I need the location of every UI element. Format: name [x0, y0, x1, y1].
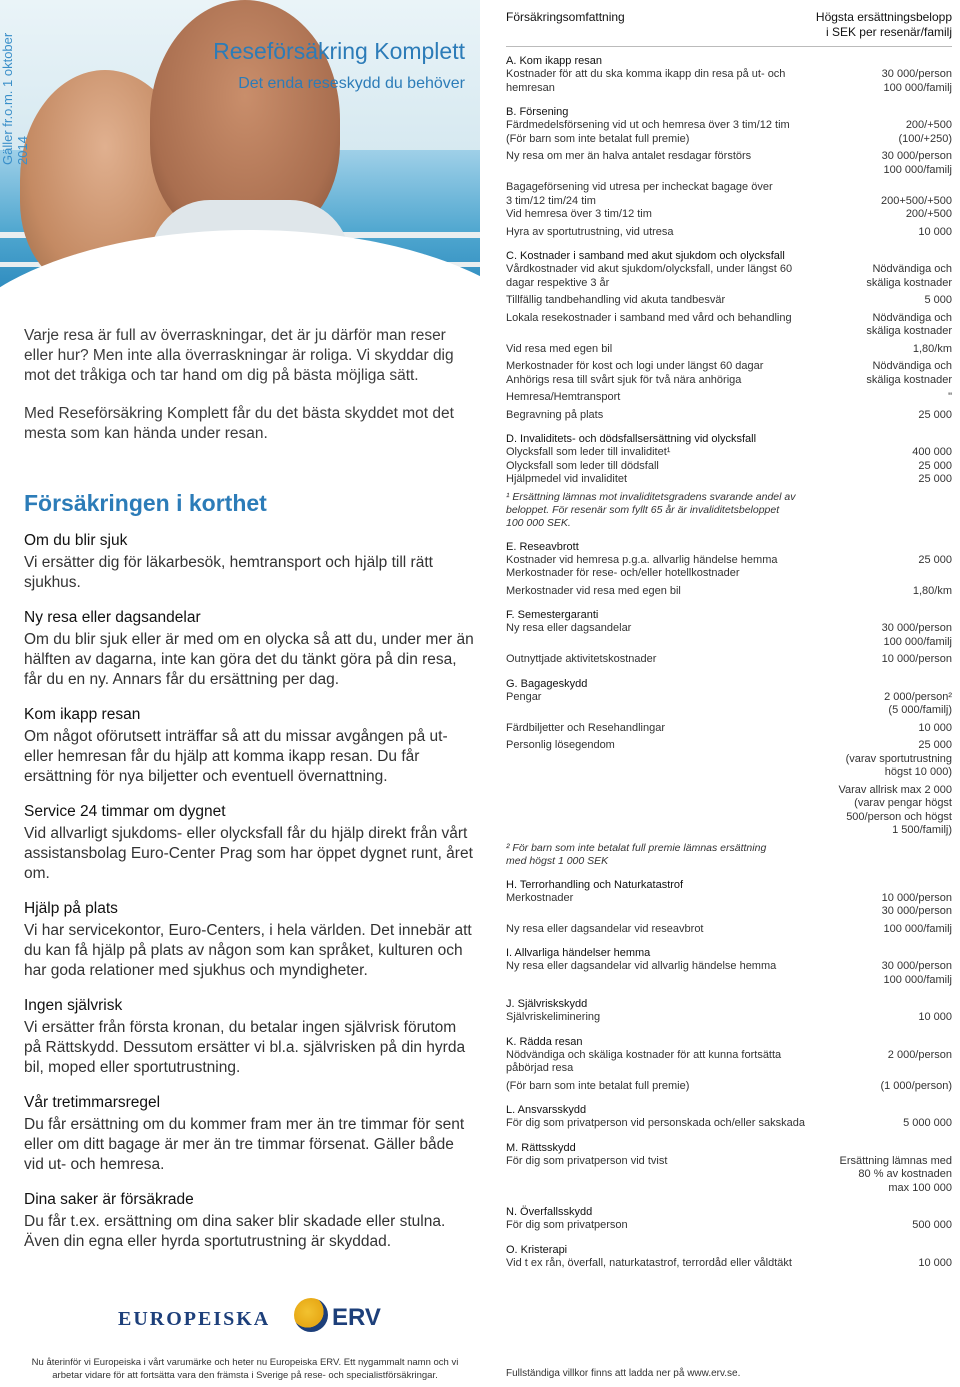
coverage-group: [506, 105, 952, 239]
coverage-amount: 2 000/person² (5 000/familj): [884, 690, 952, 716]
group-title: L. Ansvarsskydd: [506, 1104, 587, 1116]
coverage-row: [506, 923, 952, 937]
section-body: Vi har servicekontor, Euro-Centers, i hela världen. Det innebär att du kan få hjälp på plats av någon som kan språket, kulturen och har goda relationer med sjukhus och myndigheter.: [24, 922, 472, 979]
coverage-amount: 200+500/+500 200/+500: [881, 194, 952, 220]
coverage-row: [506, 119, 952, 146]
section-body: Om du blir sjuk eller är med om en olycka så att du, under mer än hälften av dagarna, inte kan göra det du tänkt göra på din resa, får du en ny. Annars får du ersättning per dag.: [24, 631, 474, 688]
section-body: Vid allvarligt sjukdoms- eller olycksfall får du hjälp direkt från vårt assistansbolag Euro-Center Prag som har öppet dygnet runt, året om.: [24, 825, 473, 882]
coverage-row: [506, 1155, 952, 1196]
group-title: E. Reseavbrott: [506, 540, 579, 553]
coverage-row: [506, 1011, 952, 1025]
coverage-row: [506, 68, 952, 95]
group-title: N. Överfallsskydd: [506, 1206, 593, 1218]
coverage-amount: (1 000/person): [880, 1079, 952, 1092]
coverage-row: [506, 150, 952, 177]
terms-link-text: Fullständiga villkor finns att ladda ner på www.erv.se.: [506, 1368, 741, 1379]
coverage-amount: 500 000: [912, 1219, 952, 1231]
coverage-row: [506, 1219, 952, 1233]
coverage-amount: 10 000: [918, 1256, 952, 1269]
coverage-amount: Varav allrisk max 2 000 (varav pengar högst 500/person och högst 1 500/familj): [838, 783, 952, 836]
coverage-row: [506, 409, 952, 423]
group-title: O. Kristerapi: [506, 1243, 568, 1256]
col-amount-header: Högsta ersättningsbelopp i SEK per resenär/familj: [815, 10, 952, 39]
coverage-description: Vid t ex rån, överfall, naturkatastrof, terrordåd eller våldtäkt: [506, 1256, 792, 1269]
coverage-description: Bagageförsening vid utresa per incheckat bagage över 3 tim/12 tim/24 tim Vid hemresa över 3 tim/12 tim: [506, 181, 773, 220]
coverage-amount: 10 000/person 30 000/person: [881, 891, 952, 917]
coverage-amount: 10 000: [918, 225, 952, 238]
group-title: H. Terrorhandling och Naturkatastrof: [506, 878, 684, 891]
coverage-amount: 400 000 25 000 25 000: [912, 446, 952, 485]
page-subtitle: Det enda reseskydd du behöver: [238, 75, 465, 92]
coverage-amount: Ersättning lämnas med 80 % av kostnaden max 100 000: [839, 1154, 952, 1194]
coverage-amount: 25 000 (varav sportutrustning högst 10 000): [845, 739, 952, 778]
group-title: I. Allvarliga händelser hemma: [506, 947, 651, 959]
coverage-row: [506, 691, 952, 718]
coverage-amount: 100 000/familj: [883, 922, 952, 935]
section-body: Vi ersätter dig för läkarbesök, hemtransport och hjälp till rätt sjukhus.: [24, 554, 433, 591]
summary-heading: Försäkringen i korthet: [24, 490, 267, 516]
coverage-description: Färdbiljetter och Resehandlingar: [506, 721, 665, 734]
summary-sections: [24, 532, 476, 1268]
coverage-row: [506, 181, 952, 222]
title-block: [205, 38, 465, 93]
validity-date: Gäller fr.o.m. 1 oktober 2014: [0, 32, 30, 165]
coverage-description: Nödvändiga och skäliga kostnader för att kunna fortsätta påbörjad resa: [506, 1048, 782, 1074]
group-title: C. Kostnader i samband med akut sjukdom och olycksfall: [506, 250, 785, 262]
group-title: M. Rättsskydd: [506, 1141, 576, 1154]
coverage-row: [506, 312, 952, 339]
coverage-amount: 30 000/person 100 000/familj: [881, 622, 952, 648]
coverage-group: [506, 878, 952, 937]
coverage-amount: 30 000/person 100 000/familj: [881, 68, 952, 94]
coverage-row: [506, 294, 952, 308]
group-title: A. Kom ikapp resan: [506, 55, 602, 67]
coverage-group: [506, 1103, 952, 1131]
coverage-description: Kostnader vid hemresa p.g.a. allvarlig händelse hemma Merkostnader för rese- och/eller hotellkostnader: [506, 553, 778, 579]
coverage-row: [506, 360, 952, 387]
coverage-row: [506, 263, 952, 290]
coverage-group: [506, 946, 952, 987]
coverage-description: Ny resa eller dagsandelar vid reseavbrot: [506, 922, 704, 935]
footnote: ² För barn som inte betalat full premie lämnas ersättning med högst 1 000 SEK: [506, 841, 767, 867]
coverage-row: [506, 1049, 952, 1076]
coverage-amount: 30 000/person 100 000/familj: [881, 960, 952, 986]
coverage-amount: 5 000: [924, 294, 952, 306]
coverage-description: Pengar: [506, 690, 542, 703]
summary-heading-block: [24, 490, 476, 517]
coverage-group: [506, 540, 952, 599]
intro-text: [24, 326, 476, 462]
coverage-amount: 200/+500 (100/+250): [898, 119, 952, 145]
logo-wordmark: EUROPEISKA: [118, 1308, 271, 1330]
section-body: Du får ersättning om du kommer fram mer än tre timmar för sent eller om ditt bagage är mer än tre timmar försenat. Gäller både vid ut- och hemresa.: [24, 1116, 465, 1173]
coverage-amount: Nödvändiga och skäliga kostnader: [866, 263, 952, 289]
coverage-description: Begravning på plats: [506, 408, 604, 421]
group-title: F. Semestergaranti: [506, 609, 599, 621]
coverage-description: Personlig lösegendom: [506, 739, 615, 751]
section-heading: Vår tretimmarsregel: [24, 1094, 161, 1111]
section-heading: Service 24 timmar om dygnet: [24, 803, 226, 820]
coverage-row: [506, 622, 952, 649]
coverage-row: [506, 1080, 952, 1094]
coverage-description: Kostnader för att du ska komma ikapp din resa på ut- och hemresan: [506, 68, 786, 94]
coverage-description: Självriskeliminering: [506, 1011, 601, 1023]
coverage-description: För dig som privatperson vid tvist: [506, 1154, 668, 1167]
coverage-description: Olycksfall som leder till invaliditet¹ Olycksfall som leder till dödsfall Hjälpmedel vid invaliditet: [506, 446, 671, 485]
coverage-row: [506, 343, 952, 357]
summary-section: [24, 706, 476, 787]
group-title: K. Rädda resan: [506, 1035, 583, 1048]
coverage-amount: 25 000: [918, 553, 952, 566]
coverage-row: [506, 784, 952, 838]
coverage-description: Ny resa eller dagsandelar vid allvarlig händelse hemma: [506, 960, 777, 972]
coverage-row: [506, 446, 952, 487]
coverage-description: Ny resa om mer än halva antalet resdagar förstörs: [506, 150, 752, 162]
coverage-row: [506, 739, 952, 780]
coverage-group: [506, 1035, 952, 1094]
summary-section: [24, 997, 476, 1078]
coverage-group: [506, 677, 952, 868]
section-heading: Dina saker är försäkrade: [24, 1191, 194, 1208]
header-divider: [506, 46, 952, 47]
summary-section: [24, 1191, 476, 1252]
coverage-description: Vid resa med egen bil: [506, 342, 613, 355]
coverage-group: [506, 997, 952, 1025]
coverage-description: Färdmedelsförsening vid ut och hemresa över 3 tim/12 tim (För barn som inte betalat full premie): [506, 119, 790, 145]
coverage-description: Outnyttjade aktivitetskostnader: [506, 653, 657, 665]
coverage-group: [506, 432, 952, 530]
page-title: Reseförsäkring Komplett: [213, 38, 465, 64]
summary-section: [24, 900, 476, 981]
group-title: D. Invaliditets- och dödsfallsersättning vid olycksfall: [506, 433, 757, 445]
coverage-amount: 10 000: [918, 721, 952, 734]
summary-section: [24, 803, 476, 884]
coverage-amount: 30 000/person 100 000/familj: [881, 150, 952, 176]
coverage-group: [506, 1205, 952, 1233]
section-body: Vi ersätter från första kronan, du betalar ingen självrisk förutom på Rättskydd. Dessutom ersätter vi bl.a. självrisken på din hyrda bil, moped eller sportutrustning.: [24, 1019, 466, 1076]
coverage-row: [506, 653, 952, 667]
coverage-group: [506, 1243, 952, 1271]
coverage-description: Merkostnader för kost och logi under längst 60 dagar Anhörigs resa till svårt sjuk för två nära anhöriga: [506, 360, 764, 386]
coverage-row: [506, 1117, 952, 1131]
coverage-description: Lokala resekostnader i samband med vård och behandling: [506, 311, 792, 324]
intro-paragraph: Varje resa är full av överraskningar, det är ju därför man reser eller hur? Men inte alla överraskningar är roliga. Vi skyddar dig mot det tråkiga och tar hand om dig på bästa möjliga sätt.: [24, 327, 454, 384]
coverage-table: [506, 54, 952, 1280]
coverage-row: [506, 1257, 952, 1271]
coverage-amount: 10 000: [918, 1011, 952, 1023]
coverage-group: [506, 54, 952, 95]
europeiska-erv-logo: [118, 1298, 381, 1342]
coverage-amount: 5 000 000: [903, 1117, 952, 1129]
summary-section: [24, 532, 476, 593]
coverage-amount: 1,80/km: [912, 342, 952, 355]
section-heading: Ny resa eller dagsandelar: [24, 609, 201, 626]
section-heading: Ingen självrisk: [24, 997, 123, 1014]
coverage-amount: 2 000/person: [887, 1048, 952, 1061]
group-title: J. Självriskskydd: [506, 998, 588, 1010]
coverage-row: [506, 960, 952, 987]
logo-emblem: [294, 1298, 328, 1332]
coverage-group: [506, 608, 952, 667]
coverage-row: [506, 722, 952, 736]
coverage-description: Merkostnader: [506, 891, 574, 904]
coverage-row: [506, 226, 952, 240]
section-body: Du får t.ex. ersättning om dina saker blir skadade eller stulna. Även din egna eller hyrda sportutrustning är skyddad.: [24, 1213, 446, 1250]
coverage-description: Ny resa eller dagsandelar: [506, 622, 632, 634]
coverage-row: [506, 892, 952, 919]
table-header: [506, 10, 952, 42]
coverage-group: [506, 1141, 952, 1196]
coverage-amount: 25 000: [918, 408, 952, 421]
coverage-row: [506, 554, 952, 581]
coverage-amount: 1,80/km: [912, 584, 952, 597]
summary-section: [24, 609, 476, 690]
coverage-group: [506, 249, 952, 422]
coverage-description: Tillfällig tandbehandling vid akuta tandbesvär: [506, 294, 726, 306]
group-title: B. Försening: [506, 106, 569, 118]
coverage-description: Vårdkostnader vid akut sjukdom/olycksfall, under längst 60 dagar respektive 3 år: [506, 263, 793, 289]
coverage-row: [506, 585, 952, 599]
coverage-amount: Nödvändiga och skäliga kostnader: [866, 360, 952, 386]
coverage-amount: Nödvändiga och skäliga kostnader: [866, 311, 952, 337]
group-title: G. Bagageskydd: [506, 677, 588, 690]
section-body: Om något oförutsett inträffar så att du missar avgången på ut- eller hemresan får du hjälp att komma ikapp resan. Du får ersättning för nya biljetter och eventuell övernattning.: [24, 728, 448, 785]
intro-paragraph: Med Reseförsäkring Komplett får du det bästa skyddet mot det mesta som kan hända under resan.: [24, 405, 454, 442]
footnote: ¹ Ersättning lämnas mot invaliditetsgradens svarande andel av beloppet. För resenär som fyllt 65 år är invaliditetsbeloppet 100 000 SEK.: [506, 490, 796, 529]
logo-erv: ERV: [332, 1304, 381, 1331]
summary-section: [24, 1094, 476, 1175]
coverage-description: Merkostnader vid resa med egen bil: [506, 584, 681, 597]
col-coverage-header: Försäkringsomfattning: [506, 10, 625, 24]
coverage-amount: ": [948, 391, 952, 403]
coverage-description: För dig som privatperson vid personskada och/eller sakskada: [506, 1117, 805, 1129]
section-heading: Hjälp på plats: [24, 900, 118, 917]
coverage-description: Hemresa/Hemtransport: [506, 391, 621, 403]
coverage-row: [506, 391, 952, 405]
coverage-description: (För barn som inte betalat full premie): [506, 1079, 690, 1092]
coverage-amount: 10 000/person: [881, 653, 952, 665]
section-heading: Om du blir sjuk: [24, 532, 128, 549]
section-heading: Kom ikapp resan: [24, 706, 141, 723]
coverage-description: För dig som privatperson: [506, 1219, 628, 1231]
rebrand-note: Nu återinför vi Europeiska i vårt varumärke och heter nu Europeiska ERV. Ett nygammalt namn och vi arbetar vidare för att fortsätta vara den främsta i Sverige på rese- och specialistförsäkringar.: [31, 1357, 459, 1381]
coverage-description: Hyra av sportutrustning, vid utresa: [506, 225, 674, 238]
